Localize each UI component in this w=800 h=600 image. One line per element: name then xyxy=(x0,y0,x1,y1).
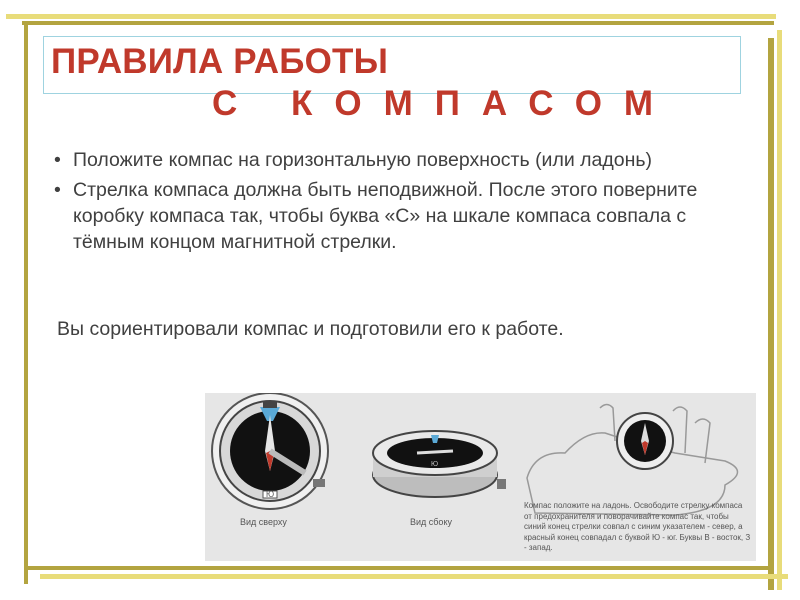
frame-bottom-bar xyxy=(28,566,773,570)
hand-instruction-text: Компас положите на ладонь. Освободите стрелку компаса от предохранителя и поворачивайте компас так, чтобы синий конец стрелки совпал с синим указателем - север, а красный конец совпадал с буквой Ю - юг. Буквы В - восток, З - запад. xyxy=(524,501,751,552)
bullet-item xyxy=(54,147,754,173)
frame-left-bar xyxy=(24,24,28,584)
slide-title: ПРАВИЛА РАБОТЫ xyxy=(51,42,389,81)
bullet-text: Положите компас на горизонтальную поверхность (или ладонь) xyxy=(73,149,653,171)
side-view-caption: Вид сбоку xyxy=(410,517,452,527)
top-view-caption: Вид сверху xyxy=(240,517,287,527)
frame-right-bar-inner xyxy=(777,30,782,590)
bullet-icon: • xyxy=(54,149,61,171)
bullet-item xyxy=(54,177,754,255)
frame-top-bar-inner xyxy=(22,21,774,25)
frame-bottom-bar-outer xyxy=(40,574,788,579)
side-view-letter: Ю xyxy=(431,461,439,468)
bullet-text: Стрелка компаса должна быть неподвижной. После этого поверните коробку компаса так, чтобы буква «С» на шкале компаса совпала с тёмным концом магнитной стрелки. xyxy=(73,179,698,253)
slide-subtitle: С КОМПАСОМ xyxy=(212,84,676,123)
compass-side-view-icon xyxy=(373,431,506,497)
bullet-icon: • xyxy=(54,179,61,201)
compass-illustration xyxy=(205,393,756,561)
frame-top-bar xyxy=(6,14,776,19)
bullet-list xyxy=(54,147,754,259)
top-view-letter: Ю xyxy=(266,490,275,499)
frame-right-bar-outer xyxy=(768,38,774,590)
summary-note: Вы сориентировали компас и подготовили его к работе. xyxy=(57,318,564,340)
hand-icon xyxy=(527,405,738,516)
